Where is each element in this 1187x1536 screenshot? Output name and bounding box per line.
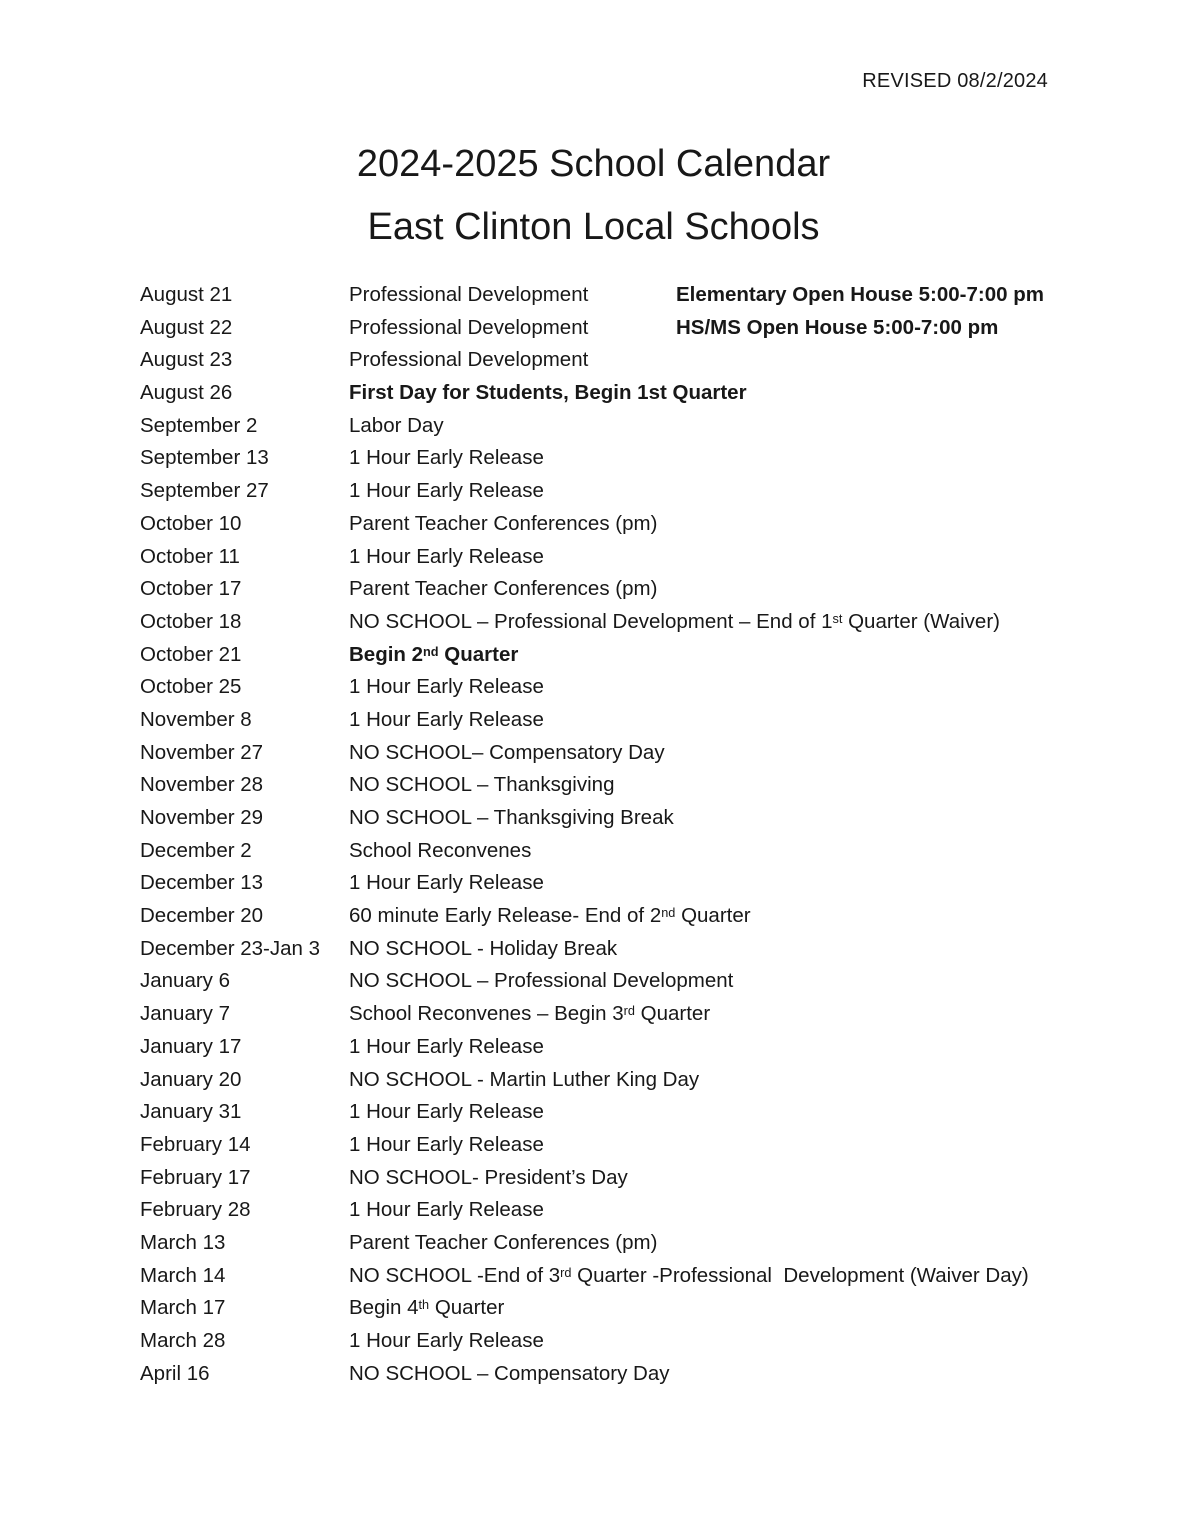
- calendar-row: [140, 1227, 1167, 1260]
- event-date: March 28: [140, 1329, 226, 1352]
- event-description: Professional Development: [349, 348, 589, 372]
- event-date: August 21: [140, 283, 233, 306]
- event-description: 1 Hour Early Release: [349, 675, 544, 699]
- event-date: March 14: [140, 1263, 226, 1287]
- event-date: January 20: [140, 1067, 242, 1091]
- event-date: April 16: [140, 1361, 210, 1385]
- calendar-row: [140, 933, 1167, 966]
- event-date: November 8: [140, 707, 252, 731]
- calendar-row: [140, 965, 1167, 998]
- event-date: March 13: [140, 1230, 226, 1254]
- calendar-rows: [140, 279, 1167, 1390]
- event-description: 1 Hour Early Release: [349, 1198, 544, 1222]
- event-description: School Reconvenes – Begin 3rd Quarter: [349, 1002, 711, 1026]
- calendar-row: [140, 442, 1167, 475]
- event-description: 1 Hour Early Release: [349, 479, 544, 503]
- event-description: NO SCHOOL – Thanksgiving Break: [349, 806, 674, 829]
- calendar-row: [140, 475, 1167, 508]
- calendar-row: [140, 802, 1167, 835]
- calendar-row: [140, 998, 1167, 1031]
- calendar-row: [140, 1292, 1167, 1325]
- event-date: September 2: [140, 413, 258, 437]
- event-description: 1 Hour Early Release: [349, 1132, 544, 1156]
- open-house-note: Elementary Open House 5:00-7:00 pm: [676, 283, 1044, 306]
- event-description: Parent Teacher Conferences (pm): [349, 511, 658, 535]
- event-date: October 18: [140, 609, 242, 633]
- event-description: 1 Hour Early Release: [349, 446, 544, 470]
- event-description: First Day for Students, Begin 1st Quarter: [349, 381, 747, 405]
- calendar-row: [140, 1064, 1167, 1097]
- event-description: NO SCHOOL – Professional Development: [349, 969, 734, 993]
- event-date: September 27: [140, 479, 269, 503]
- event-description: Parent Teacher Conferences (pm): [349, 1230, 658, 1254]
- event-description: NO SCHOOL– Compensatory Day: [349, 740, 665, 764]
- event-description: 1 Hour Early Release: [349, 544, 544, 568]
- open-house-note: HS/MS Open House 5:00-7:00 pm: [676, 315, 999, 339]
- calendar-row: [140, 410, 1167, 443]
- event-date: September 13: [140, 446, 269, 470]
- document-title-block: [0, 133, 1187, 259]
- calendar-row: [140, 312, 1167, 345]
- event-description: Labor Day: [349, 413, 444, 437]
- calendar-row: [140, 1096, 1167, 1129]
- calendar-row: [140, 541, 1167, 574]
- calendar-row: [140, 377, 1167, 410]
- calendar-row: [140, 606, 1167, 639]
- calendar-row: [140, 1194, 1167, 1227]
- calendar-row: [140, 867, 1167, 900]
- event-description: 1 Hour Early Release: [349, 1329, 544, 1352]
- event-description: Begin 4th Quarter: [349, 1296, 505, 1320]
- event-date: March 17: [140, 1296, 226, 1320]
- calendar-row: [140, 344, 1167, 377]
- calendar-row: [140, 671, 1167, 704]
- event-description: NO SCHOOL- President’s Day: [349, 1165, 628, 1189]
- calendar-row: [140, 1162, 1167, 1195]
- event-date: February 14: [140, 1132, 251, 1156]
- event-date: August 23: [140, 348, 233, 372]
- event-date: December 20: [140, 904, 264, 928]
- event-description: Professional Development: [349, 283, 589, 306]
- event-date: October 17: [140, 577, 242, 601]
- event-description: 1 Hour Early Release: [349, 707, 544, 731]
- calendar-row: [140, 1031, 1167, 1064]
- calendar-row: [140, 573, 1167, 606]
- event-date: January 6: [140, 969, 231, 993]
- calendar-row: [140, 1129, 1167, 1162]
- event-description: 1 Hour Early Release: [349, 1034, 544, 1058]
- calendar-row: [140, 900, 1167, 933]
- event-date: October 21: [140, 642, 242, 666]
- event-description: NO SCHOOL – Compensatory Day: [349, 1361, 670, 1385]
- event-date: January 7: [140, 1002, 231, 1026]
- event-date: February 17: [140, 1165, 251, 1189]
- calendar-row: [140, 1260, 1167, 1293]
- calendar-row: [140, 835, 1167, 868]
- event-description: Professional Development: [349, 315, 589, 339]
- event-date: December 2: [140, 838, 252, 862]
- calendar-row: [140, 704, 1167, 737]
- event-date: August 26: [140, 381, 233, 405]
- event-date: December 13: [140, 871, 264, 895]
- event-description: Parent Teacher Conferences (pm): [349, 577, 658, 601]
- calendar-row: [140, 1325, 1167, 1358]
- event-date: January 17: [140, 1034, 242, 1058]
- event-description: NO SCHOOL – Thanksgiving: [349, 773, 615, 797]
- document-title-line1: 2024-2025 School Calendar: [356, 143, 831, 185]
- calendar-row: [140, 508, 1167, 541]
- event-date: November 29: [140, 806, 264, 829]
- event-description: 1 Hour Early Release: [349, 1100, 544, 1124]
- revised-date-note: REVISED 08/2/2024: [862, 70, 1048, 92]
- calendar-row: [140, 1358, 1167, 1391]
- calendar-row: [140, 769, 1167, 802]
- event-date: December 23-Jan 3: [140, 936, 321, 960]
- event-description: NO SCHOOL -End of 3rd Quarter -Professional Development (Waiver Day): [349, 1263, 1029, 1287]
- event-date: October 11: [140, 544, 240, 568]
- calendar-row: [140, 639, 1167, 672]
- event-description: Begin 2nd Quarter: [349, 642, 519, 666]
- event-date: January 31: [140, 1100, 242, 1124]
- event-date: October 25: [140, 675, 242, 699]
- event-description: NO SCHOOL – Professional Development – End of 1st Quarter (Waiver): [349, 609, 1000, 633]
- calendar-row: [140, 737, 1167, 770]
- event-date: August 22: [140, 315, 233, 339]
- event-date: October 10: [140, 511, 242, 535]
- calendar-row: [140, 279, 1167, 312]
- event-date: November 27: [140, 740, 264, 764]
- event-date: February 28: [140, 1198, 251, 1222]
- event-description: 1 Hour Early Release: [349, 871, 544, 895]
- event-description: NO SCHOOL - Martin Luther King Day: [349, 1067, 700, 1091]
- document-title-line2: East Clinton Local Schools: [367, 206, 820, 248]
- event-description: 60 minute Early Release- End of 2nd Quarter: [349, 904, 751, 928]
- event-date: November 28: [140, 773, 264, 797]
- event-description: School Reconvenes: [349, 838, 532, 862]
- event-description: NO SCHOOL - Holiday Break: [349, 936, 618, 960]
